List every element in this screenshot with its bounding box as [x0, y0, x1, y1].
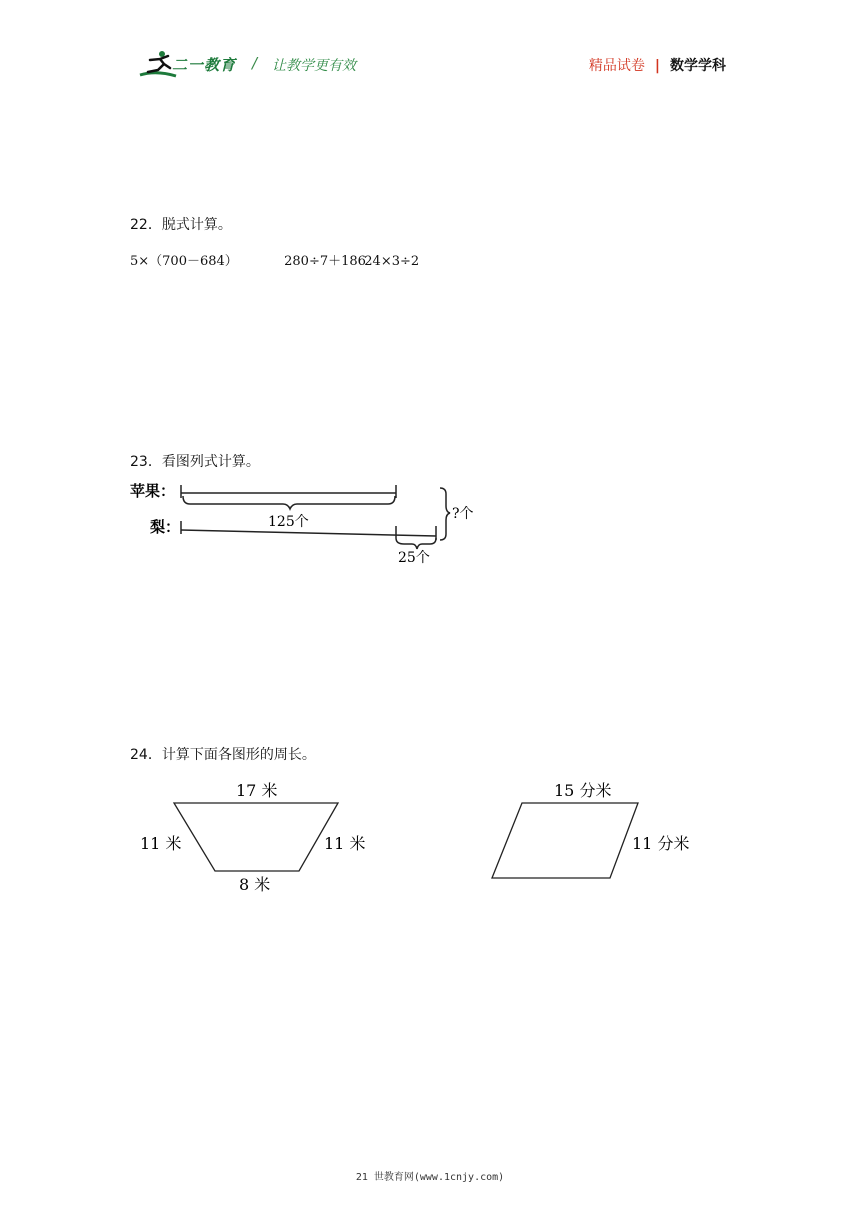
q22-expr-2: 280÷7＋186 [284, 254, 366, 269]
total-brace [440, 488, 450, 540]
parallelogram-shape [492, 803, 638, 878]
label-apple: 苹果： [130, 482, 176, 500]
brand-name: 二一教育 [172, 56, 237, 74]
trapezoid-shape [174, 803, 338, 871]
q22-expressions [130, 250, 419, 269]
parallelogram-right-label: 11 分米 [632, 834, 690, 853]
q22-expr-3: 24×3÷2 [364, 254, 420, 269]
slogan: 让教学更有效 [272, 58, 356, 74]
trapezoid-bottom-label: 8 米 [239, 875, 271, 894]
apple-brace [183, 496, 395, 509]
header-label-subject: 数学学科 [670, 58, 726, 74]
parallelogram-figure [486, 776, 706, 888]
trapezoid-top-label: 17 米 [236, 781, 278, 800]
q22-expr-1: 5×（700－684） [130, 254, 238, 269]
q24-title: 24．计算下面各图形的周长。 [130, 747, 316, 763]
header-label-quality: 精品试卷 [588, 58, 645, 74]
slogan-separator: / [252, 54, 258, 72]
trapezoid-right-label: 11 米 [324, 834, 366, 853]
parallelogram-top-label: 15 分米 [554, 781, 612, 800]
difference-brace [396, 526, 436, 549]
total-count: ?个 [452, 506, 474, 522]
difference-count: 25个 [398, 550, 430, 566]
q23-line-diagram [128, 476, 488, 572]
trapezoid-figure [136, 776, 376, 896]
q22-title: 22．脱式计算。 [130, 217, 232, 233]
page-footer: 21 世教育网(www.1cnjy.com) [355, 1172, 505, 1183]
pear-segment [181, 530, 436, 536]
trapezoid-left-label: 11 米 [140, 834, 182, 853]
apple-count: 125个 [268, 514, 309, 530]
q23-title: 23．看图列式计算。 [130, 454, 260, 470]
label-pear: 梨： [150, 518, 181, 536]
page-header [0, 0, 860, 90]
header-divider: | [654, 58, 660, 74]
header-right [589, 55, 726, 75]
